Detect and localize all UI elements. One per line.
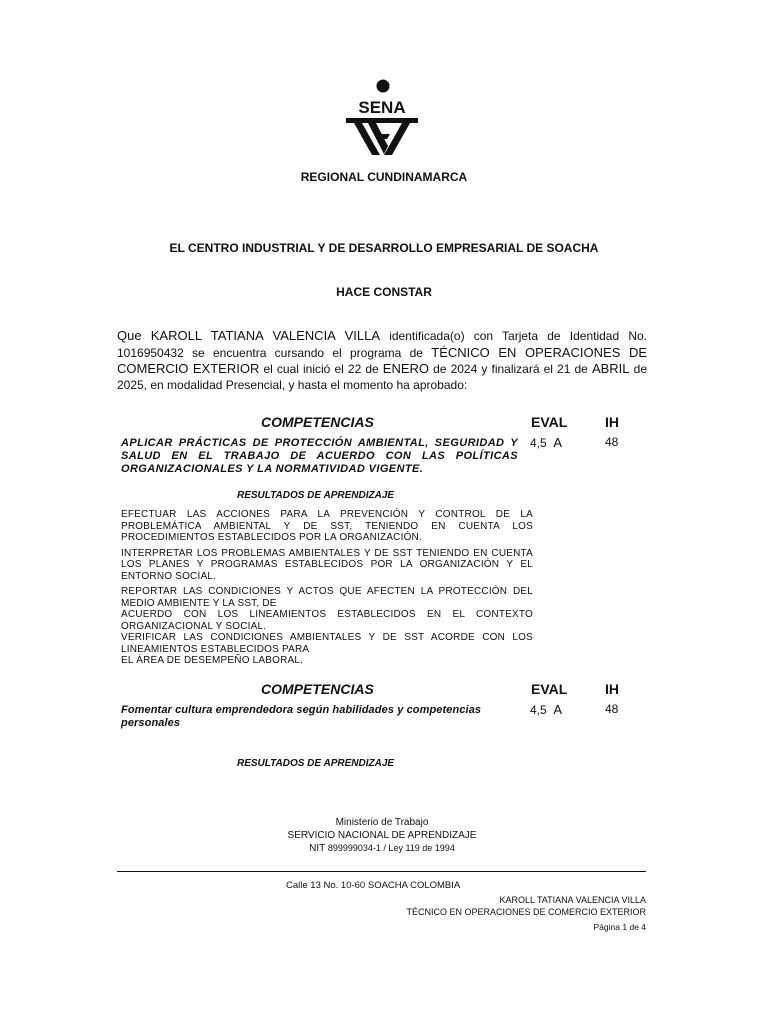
regional-heading: REGIONAL CUNDINAMARCA bbox=[300, 170, 468, 184]
competencia-1-estado: A bbox=[553, 435, 563, 450]
logo-text: SENA bbox=[358, 98, 406, 117]
nit-label: NIT bbox=[309, 843, 326, 854]
intro-text-4: de 2025, en modalidad Presencial, y hasta el momento ha aprobado: bbox=[117, 362, 647, 392]
competencias-header-1: COMPETENCIAS bbox=[261, 414, 374, 430]
intro-text-3: de 2024 y finalizará el 21 de bbox=[433, 362, 588, 376]
eval-header-1: EVAL bbox=[531, 414, 568, 430]
ih-header-2: IH bbox=[605, 681, 619, 697]
hace-constar-heading: HACE CONSTAR bbox=[336, 285, 432, 299]
competencia-1-nota: 4,5 bbox=[530, 436, 547, 450]
ih-header-1: IH bbox=[605, 414, 619, 430]
student-name: KAROLL TATIANA VALENCIA VILLA bbox=[150, 328, 380, 343]
eval-header-2: EVAL bbox=[531, 681, 568, 697]
competencias-header-2: COMPETENCIAS bbox=[261, 681, 374, 697]
resultado-item: REPORTAR LAS CONDICIONES Y ACTOS QUE AFECTEN LA PROTECCIÓN DEL MEDIO AMBIENTE Y LA SST, DE bbox=[121, 586, 533, 609]
resultados-heading-1: RESULTADOS DE APRENDIZAJE bbox=[237, 490, 395, 501]
competencia-2-eval bbox=[530, 702, 562, 717]
intro-text-2: el cual inició el 22 de bbox=[263, 362, 379, 376]
competencia-2-estado: A bbox=[553, 702, 563, 717]
ministerio-line: Ministerio de Trabajo bbox=[335, 817, 429, 828]
competencia-2-ih: 48 bbox=[605, 702, 619, 716]
start-month: ENERO bbox=[382, 361, 430, 376]
resultado-item: EFECTUAR LAS ACCIONES PARA LA PREVENCIÓN Y CONTROL DE LA PROBLEMÁTICA AMBIENTAL Y DE SST, TENIENDO EN CUENTA LOS PROCEDIMIENTOS ESTABLECIDOS POR LA ORGANIZACIÓN. bbox=[121, 509, 533, 543]
resultado-item: INTERPRETAR LOS PROBLEMAS AMBIENTALES Y DE SST TENIENDO EN CUENTA LOS PLANES Y PROGRAMAS ESTABLECIDOS POR LA ORGANIZACIÓN Y EL ENTORNO SOCIAL. bbox=[121, 547, 533, 582]
page-number bbox=[594, 922, 646, 932]
nit-line bbox=[0, 842, 764, 855]
footer-student-info bbox=[406, 894, 646, 918]
resultados-heading-2: RESULTADOS DE APRENDIZAJE bbox=[237, 758, 395, 769]
competencia-1-ih: 48 bbox=[605, 435, 619, 449]
footer-student-name: KAROLL TATIANA VALENCIA VILLA bbox=[499, 895, 646, 905]
intro-que: Que bbox=[117, 328, 142, 343]
nit-value: 899999034-1 / Ley 119 de 1994 bbox=[327, 843, 455, 853]
intro-paragraph bbox=[117, 328, 647, 393]
footer-program-name: TÉCNICO EN OPERACIONES DE COMERCIO EXTERIOR bbox=[406, 907, 646, 917]
resultado-item: VERIFICAR LAS CONDICIONES AMBIENTALES Y DE SST ACORDE CON LOS LINEAMIENTOS ESTABLECIDOS PARA bbox=[121, 632, 533, 655]
end-month: ABRIL bbox=[591, 361, 630, 376]
page-label: Página 1 bbox=[593, 922, 628, 932]
competencia-2-nota: 4,5 bbox=[530, 703, 547, 717]
program-name: TÉCNICO EN OPERACIONES DE COMERCIO EXTERIOR bbox=[117, 344, 647, 376]
sena-logo bbox=[340, 78, 424, 160]
intro-text-1: identificada(o) con Tarjeta de Identidad No. 1016950432 se encuentra cursando el programa de bbox=[117, 329, 647, 360]
competencia-1-text: APLICAR PRÁCTICAS DE PROTECCIÓN AMBIENTAL, SEGURIDAD Y SALUD EN EL TRABAJO DE ACUERDO CON LAS POLÍTICAS ORGANIZACIONALES Y LA NORMATIVIDAD VIGENTE. bbox=[121, 437, 518, 475]
resultados-list-1 bbox=[121, 509, 533, 667]
competencia-2-text: Fomentar cultura emprendedora según habilidades y competencias personales bbox=[121, 704, 482, 729]
resultado-item: EL ÁREA DE DESEMPEÑO LABORAL. bbox=[121, 655, 304, 666]
centro-heading: EL CENTRO INDUSTRIAL Y DE DESARROLLO EMPRESARIAL DE SOACHA bbox=[169, 241, 599, 255]
address-line: Calle 13 No. 10-60 SOACHA COLOMBIA bbox=[286, 880, 461, 891]
footer-divider bbox=[117, 871, 646, 872]
resultado-item: ACUERDO CON LOS LINEAMIENTOS ESTABLECIDOS EN EL CONTEXTO ORGANIZACIONAL Y SOCIAL. bbox=[121, 609, 533, 632]
page-total: de 4 bbox=[629, 922, 646, 932]
competencia-1-eval bbox=[530, 435, 562, 450]
servicio-line: SERVICIO NACIONAL DE APRENDIZAJE bbox=[287, 830, 477, 841]
